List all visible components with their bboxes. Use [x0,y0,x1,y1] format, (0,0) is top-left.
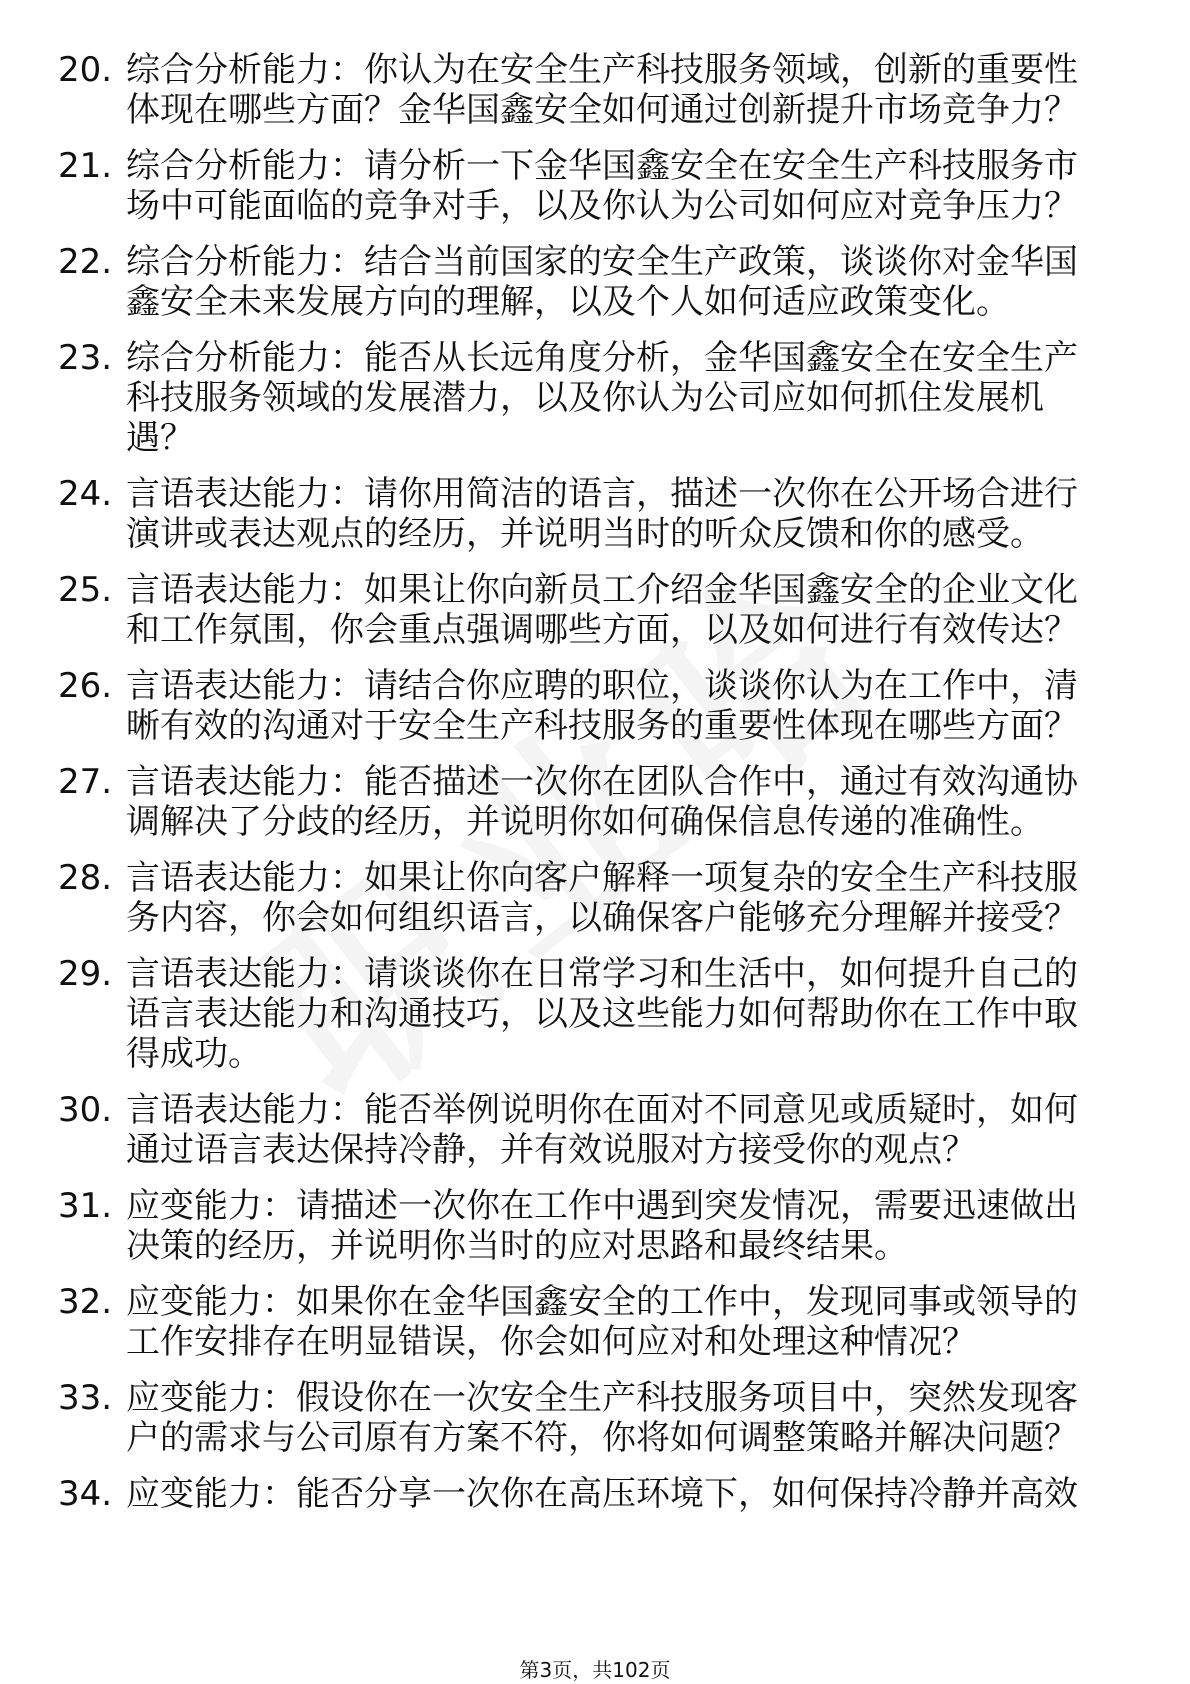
question-line: 科技服务领域的发展潜力，以及你认为公司应如何抓住发展机 [126,378,1044,418]
question-number: 28. [58,858,113,898]
question-line: 和工作氛围，你会重点强调哪些方面，以及如何进行有效传达？ [126,610,1078,650]
question-line: 通过语言表达保持冷静，并有效说服对方接受你的观点？ [126,1130,976,1170]
question-text [126,474,1126,554]
question-text [126,242,1126,322]
question-text [126,1090,1126,1170]
question-line: 应变能力：能否分享一次你在高压环境下，如何保持冷静并高效 [126,1474,1078,1514]
question-line: 言语表达能力：如果让你向客户解释一项复杂的安全生产科技服 [126,858,1078,898]
question-number: 20. [58,50,113,90]
question-text [126,954,1126,1074]
question-line: 应变能力：如果你在金华国鑫安全的工作中，发现同事或领导的 [126,1282,1078,1322]
question-number: 30. [58,1090,113,1130]
question-line: 言语表达能力：如果让你向新员工介绍金华国鑫安全的企业文化 [126,570,1078,610]
question-line: 言语表达能力：能否举例说明你在面对不同意见或质疑时，如何 [126,1090,1078,1130]
question-line: 鑫安全未来发展方向的理解，以及个人如何适应政策变化。 [126,282,1010,322]
question-number: 26. [58,666,113,706]
question-line: 户的需求与公司原有方案不符，你将如何调整策略并解决问题？ [126,1418,1078,1458]
question-text [126,50,1126,130]
question-line: 体现在哪些方面？金华国鑫安全如何通过创新提升市场竞争力？ [126,90,1078,130]
question-text [126,666,1126,746]
question-line: 遇？ [126,418,194,458]
question-line: 得成功。 [126,1034,262,1074]
question-text [126,146,1126,226]
question-text [126,1282,1126,1362]
question-line: 务内容，你会如何组织语言，以确保客户能够充分理解并接受？ [126,898,1078,938]
question-line: 综合分析能力：请分析一下金华国鑫安全在安全生产科技服务市 [126,146,1078,186]
question-line: 言语表达能力：请你用简洁的语言，描述一次你在公开场合进行 [126,474,1078,514]
question-number: 29. [58,954,113,994]
question-line: 晰有效的沟通对于安全生产科技服务的重要性体现在哪些方面？ [126,706,1078,746]
question-line: 言语表达能力：请结合你应聘的职位，谈谈你认为在工作中，清 [126,666,1078,706]
question-line: 调解决了分歧的经历，并说明你如何确保信息传递的准确性。 [126,802,1044,842]
question-line: 应变能力：假设你在一次安全生产科技服务项目中，突然发现客 [126,1378,1078,1418]
question-line: 应变能力：请描述一次你在工作中遇到突发情况，需要迅速做出 [126,1186,1078,1226]
question-line: 言语表达能力：能否描述一次你在团队合作中，通过有效沟通协 [126,762,1078,802]
question-number: 34. [58,1474,113,1514]
question-text [126,338,1126,458]
question-number: 27. [58,762,113,802]
question-text [126,570,1126,650]
question-number: 24. [58,474,113,514]
question-line: 决策的经历，并说明你当时的应对思路和最终结果。 [126,1226,908,1266]
question-text [126,1186,1126,1266]
question-number: 23. [58,338,113,378]
question-line: 场中可能面临的竞争对手，以及你认为公司如何应对竞争压力？ [126,186,1078,226]
question-number: 31. [58,1186,113,1226]
question-number: 33. [58,1378,113,1418]
question-line: 语言表达能力和沟通技巧，以及这些能力如何帮助你在工作中取 [126,994,1078,1034]
question-line: 言语表达能力：请谈谈你在日常学习和生活中，如何提升自己的 [126,954,1078,994]
question-text [126,762,1126,842]
question-text [126,1378,1126,1458]
question-line: 工作安排存在明显错误，你会如何应对和处理这种情况？ [126,1322,976,1362]
question-number: 21. [58,146,113,186]
question-line: 综合分析能力：你认为在安全生产科技服务领域，创新的重要性 [126,50,1078,90]
question-line: 综合分析能力：结合当前国家的安全生产政策，谈谈你对金华国 [126,242,1078,282]
question-number: 22. [58,242,113,282]
question-number: 25. [58,570,113,610]
question-line: 综合分析能力：能否从长远角度分析，金华国鑫安全在安全生产 [126,338,1078,378]
page-footer: 第3页，共102页 [519,1658,671,1682]
question-line: 演讲或表达观点的经历，并说明当时的听众反馈和你的感受。 [126,514,1044,554]
question-number: 32. [58,1282,113,1322]
question-text [126,1474,1126,1514]
question-text [126,858,1126,938]
